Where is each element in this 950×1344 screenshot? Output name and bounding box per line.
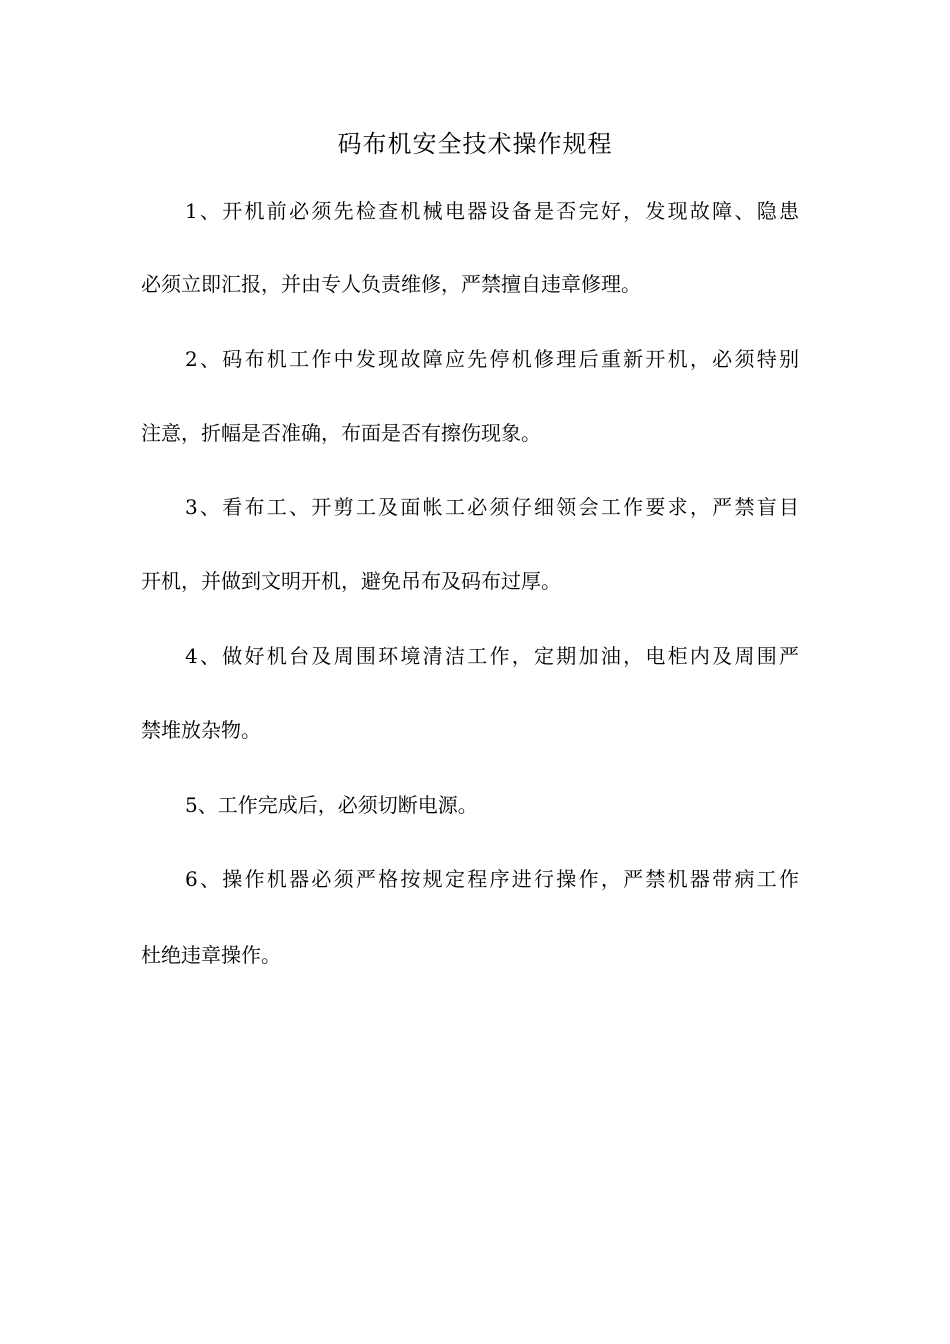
item-3-line-2: 开机，并做到文明开机，避免吊布及码布过厚。: [141, 569, 561, 593]
item-5-line-1: 5、工作完成后，必须切断电源。: [185, 793, 478, 817]
item-3-line-1: 3、看布工、开剪工及面帐工必须仔细领会工作要求，严禁盲目: [185, 495, 799, 519]
item-4-line-2: 禁堆放杂物。: [141, 718, 261, 742]
item-2-line-1: 2、码布机工作中发现故障应先停机修理后重新开机，必须特别: [185, 347, 799, 371]
item-6-line-2: 杜绝违章操作。: [141, 943, 281, 967]
item-4-line-1: 4、做好机台及周围环境清洁工作，定期加油，电柜内及周围严: [185, 644, 799, 668]
item-6-line-1: 6、操作机器必须严格按规定程序进行操作，严禁机器带病工作: [185, 867, 799, 891]
item-1-line-2: 必须立即汇报，并由专人负责维修，严禁擅自违章修理。: [141, 272, 641, 296]
item-2-line-2: 注意，折幅是否准确，布面是否有擦伤现象。: [141, 421, 541, 445]
document-title: 码布机安全技术操作规程: [337, 130, 613, 158]
item-1-line-1: 1、开机前必须先检查机械电器设备是否完好，发现故障、隐患: [185, 199, 799, 223]
